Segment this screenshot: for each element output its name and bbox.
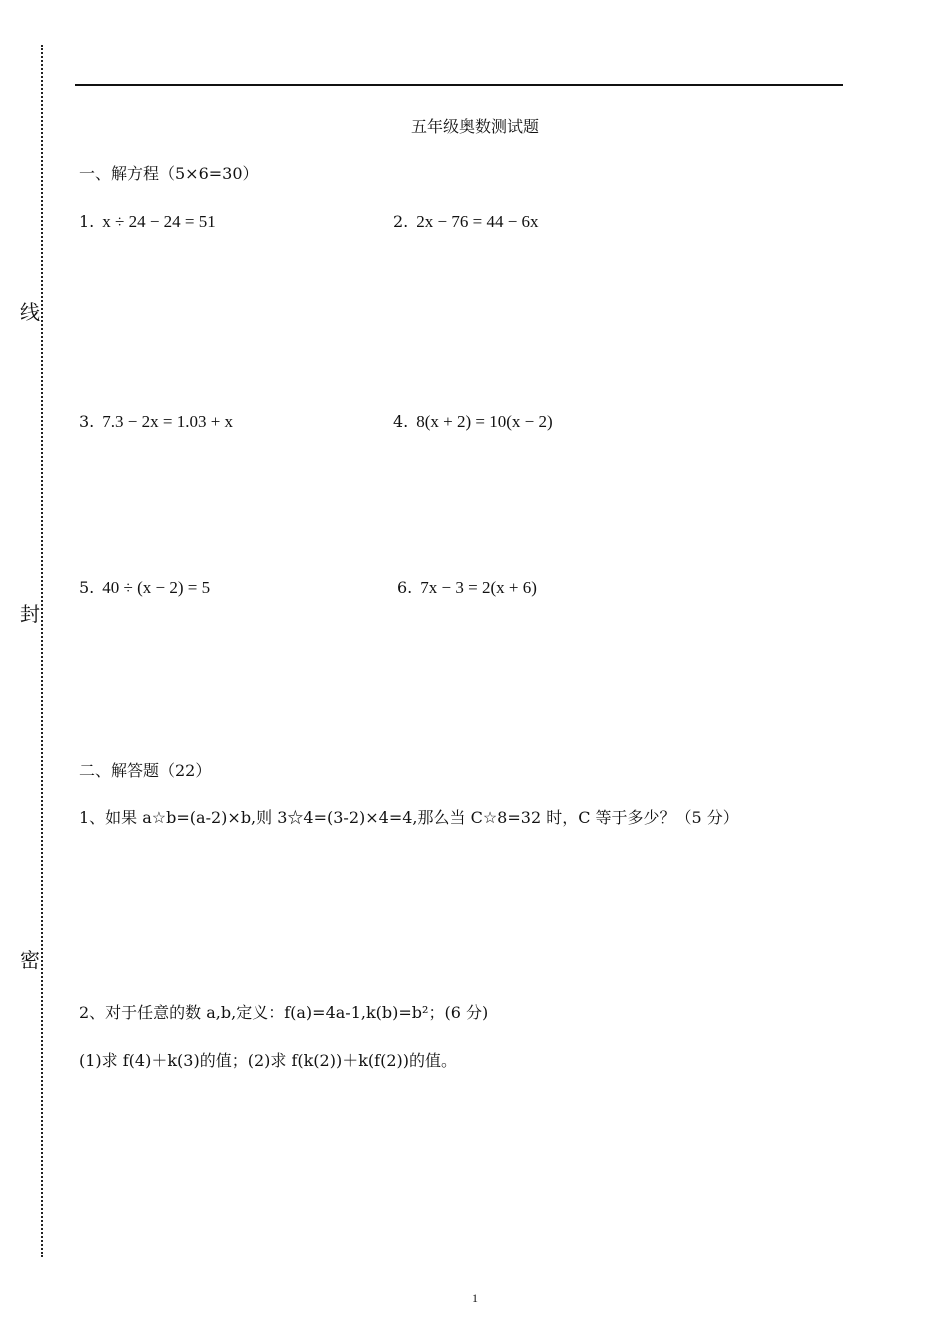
equation-3 [79, 411, 233, 433]
equation-1-text: x ÷ 24 − 24 = 51 [102, 212, 216, 231]
equation-2-text: 2x − 76 = 44 − 6x [416, 212, 539, 231]
seal-char-secret: 密 [20, 948, 40, 972]
equation-2-number: 2. [393, 212, 409, 231]
equation-5 [79, 577, 210, 599]
equation-4-number: 4. [393, 412, 409, 431]
header-rule [75, 84, 843, 86]
binding-dotted-line [41, 45, 43, 1257]
equation-4 [393, 411, 553, 433]
question-2-line-1: 2、对于任意的数 a,b,定义：f(a)=4a-1,k(b)=b²；(6 分) [79, 1003, 489, 1022]
page-number: 1 [472, 1291, 478, 1305]
equation-6-text: 7x − 3 = 2(x + 6) [420, 578, 537, 597]
equation-5-number: 5. [79, 578, 95, 597]
question-2-line-2: (1)求 f(4)＋k(3)的值；(2)求 f(k(2))＋k(f(2))的值。 [79, 1051, 457, 1070]
section2-heading: 二、解答题（22） [79, 761, 212, 780]
equation-2 [393, 211, 539, 233]
seal-char-line: 线 [20, 300, 40, 324]
equation-6 [397, 577, 537, 599]
equation-1-number: 1. [79, 212, 95, 231]
page-title: 五年级奥数测试题 [410, 117, 539, 136]
equation-4-text: 8(x + 2) = 10(x − 2) [416, 412, 553, 431]
equation-3-number: 3. [79, 412, 95, 431]
equation-5-text: 40 ÷ (x − 2) = 5 [102, 578, 211, 597]
equation-3-text: 7.3 − 2x = 1.03 + x [102, 412, 234, 431]
section1-heading: 一、解方程（5×6=30） [79, 164, 259, 183]
equation-1 [79, 211, 216, 233]
question-1: 1、如果 a☆b=(a-2)×b,则 3☆4=(3-2)×4=4,那么当 C☆8=32 时，C 等于多少？（5 分） [79, 808, 739, 827]
equation-6-number: 6. [397, 578, 413, 597]
seal-char-seal: 封 [20, 602, 40, 626]
